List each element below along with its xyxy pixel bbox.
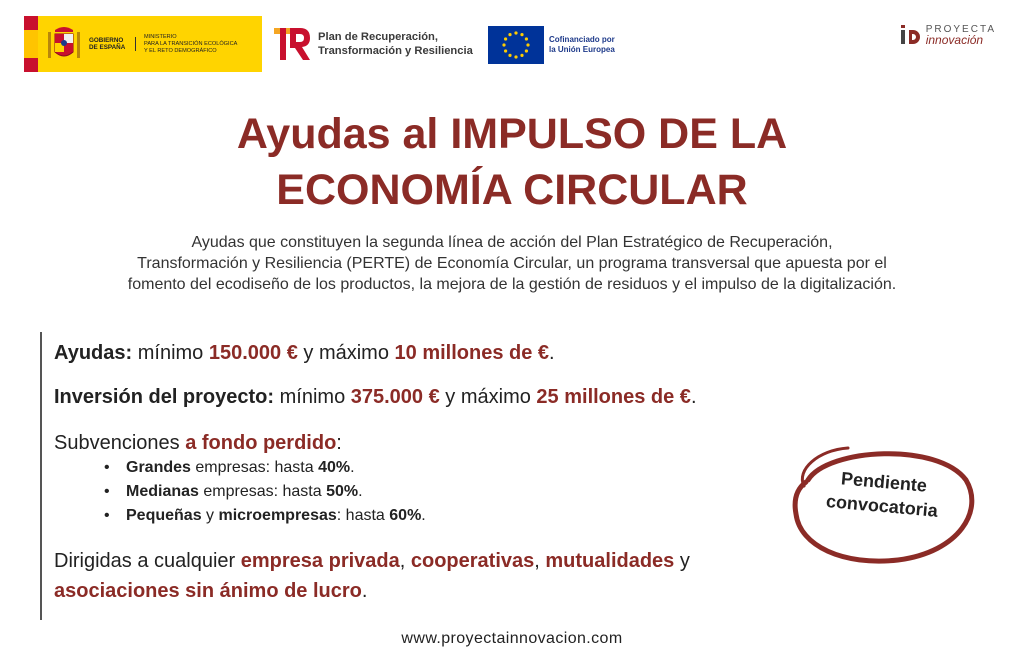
inversion-max-text: y máximo xyxy=(439,386,537,408)
inversion-min-value: 375.000 € xyxy=(350,386,440,408)
list-item xyxy=(104,456,426,480)
stamp-line-1: Pendiente xyxy=(840,468,928,496)
item-size: Grandes xyxy=(126,459,191,476)
stamp-line-2: convocatoria xyxy=(825,491,939,521)
bullet-icon: • xyxy=(104,483,110,500)
item-size-2: microempresas xyxy=(218,507,337,524)
item-end: . xyxy=(350,459,355,476)
ayudas-line xyxy=(54,340,555,366)
inversion-label: Inversión del proyecto: xyxy=(54,386,275,408)
item-percent: 40% xyxy=(318,459,351,476)
ayudas-max-text: y máximo xyxy=(297,342,395,364)
proyecta-innovacion-logo xyxy=(899,24,996,46)
item-end: . xyxy=(421,507,426,524)
pi-bottom-text: innovación xyxy=(925,33,984,47)
item-text: empresas: hasta xyxy=(190,459,319,476)
dirigidas-line-2 xyxy=(54,578,367,604)
ayudas-min-value: 150.000 € xyxy=(208,342,298,364)
inversion-end: . xyxy=(690,386,697,408)
dirigidas-line-1 xyxy=(54,548,690,574)
government-logo xyxy=(24,16,262,72)
intro-line-2: Transformación y Resiliencia (PERTE) de Economía Circular, un programa transversal que apuesta por el xyxy=(137,255,887,272)
intro-paragraph xyxy=(20,232,1004,295)
item-percent: 50% xyxy=(326,483,359,500)
inversion-min-text: mínimo xyxy=(274,386,351,408)
ayudas-min-text: mínimo xyxy=(132,342,209,364)
coat-of-arms-icon xyxy=(44,22,84,66)
eu-logo xyxy=(488,26,615,64)
eu-text: Cofinanciado por la Unión Europea xyxy=(549,35,615,54)
plan-text: Plan de Recuperación, Transformación y Resiliencia xyxy=(318,31,473,57)
intro-line-1: Ayudas que constituyen la segunda línea de acción del Plan Estratégico de Recuperación, xyxy=(191,234,833,251)
dirigidas-cooperativas: cooperativas xyxy=(410,550,535,572)
item-text-2: : hasta xyxy=(336,507,390,524)
pi-top-text: PROYECTA xyxy=(925,24,996,35)
page-title xyxy=(0,106,1024,218)
ayudas-end: . xyxy=(549,342,555,364)
bullet-icon: • xyxy=(104,459,110,476)
dirigidas-asociaciones: asociaciones sin ánimo de lucro xyxy=(54,580,362,602)
bullet-icon: • xyxy=(104,507,110,524)
list-item xyxy=(104,480,426,504)
footer-url[interactable]: www.proyectainnovacion.com xyxy=(401,630,623,647)
eu-stars-icon xyxy=(488,26,544,64)
plan-recuperacion-logo xyxy=(272,24,473,64)
item-size: Medianas xyxy=(126,483,199,500)
dirigidas-mutualidades: mutualidades xyxy=(545,550,675,572)
inversion-max-value: 25 millones de € xyxy=(536,386,691,408)
dirigidas-sep-1: , xyxy=(399,550,411,572)
subvenciones-list xyxy=(104,456,426,528)
item-percent: 60% xyxy=(389,507,422,524)
dirigidas-end: . xyxy=(361,580,368,602)
subvenciones-highlight: a fondo perdido xyxy=(185,432,337,454)
spain-flag-strip xyxy=(24,16,38,72)
ayudas-max-value: 10 millones de € xyxy=(394,342,550,364)
ayudas-label: Ayudas: xyxy=(54,342,133,364)
details-section xyxy=(40,332,814,620)
list-item xyxy=(104,504,426,528)
ministry-text: MINISTERIO PARA LA TRANSICIÓN ECOLÓGICA Y EL RETO DEMOGRÁFICO xyxy=(144,33,238,54)
item-size: Pequeñas xyxy=(126,507,202,524)
intro-line-3: fomento del ecodiseño de los productos, la mejora de la gestión de residuos y el impulso de la digitalización. xyxy=(127,276,897,293)
gov-name-text: GOBIERNO DE ESPAÑA xyxy=(89,37,136,51)
dirigidas-sep-2: , xyxy=(534,550,546,572)
dirigidas-empresa: empresa privada xyxy=(240,550,400,572)
subvenciones-line xyxy=(54,430,342,456)
subvenciones-label: Subvenciones xyxy=(54,432,186,454)
item-text: y xyxy=(201,507,219,524)
dirigidas-text: Dirigidas a cualquier xyxy=(54,550,241,572)
item-text: empresas: hasta xyxy=(198,483,327,500)
header-logos xyxy=(24,16,996,72)
proyecta-innovacion-icon xyxy=(899,24,921,46)
item-end: . xyxy=(358,483,363,500)
subvenciones-end: : xyxy=(336,432,342,454)
title-line-2: ECONOMÍA CIRCULAR xyxy=(276,166,748,214)
dirigidas-sep-3: y xyxy=(674,550,690,572)
inversion-line xyxy=(54,384,697,410)
plan-tr-icon xyxy=(272,24,312,64)
title-line-1: Ayudas al IMPULSO DE LA xyxy=(236,110,788,158)
